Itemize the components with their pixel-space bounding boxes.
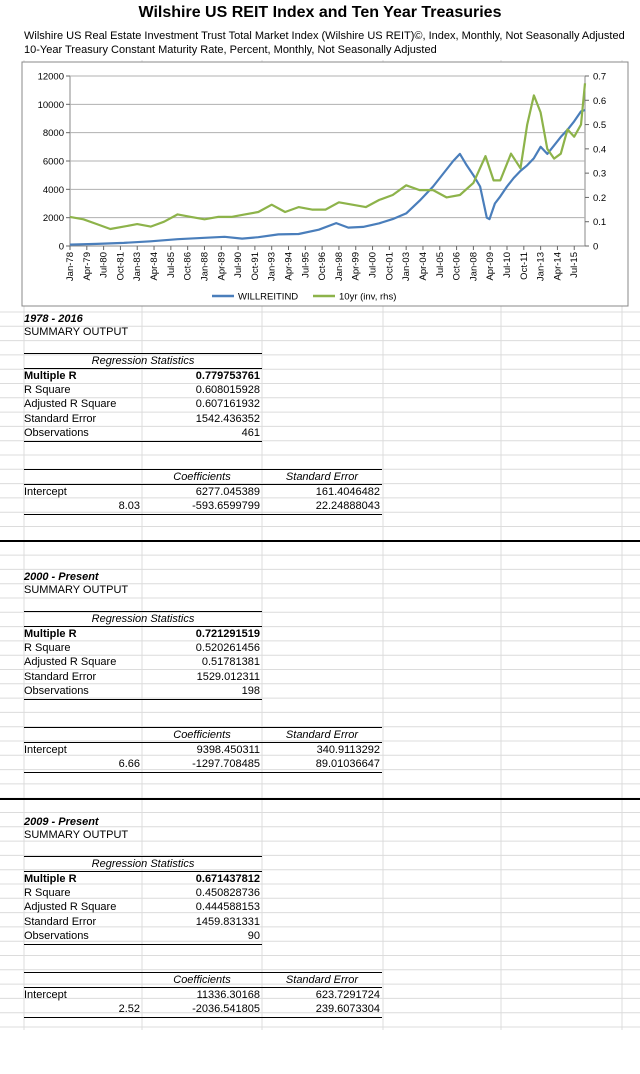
x-tick-label: Apr-09 [485, 252, 497, 281]
stat-label: Adjusted R Square [24, 398, 117, 411]
coefficients-header: Coefficients [173, 471, 231, 483]
standard-error-value: 161.4046482 [315, 486, 380, 498]
coef-row-label: 8.03 [118, 500, 140, 513]
regression-section [0, 815, 640, 1074]
y-left-tick-label: 12000 [37, 71, 64, 83]
x-tick-label: Apr-79 [81, 252, 93, 281]
x-tick-label: Jul-10 [502, 252, 514, 278]
x-tick-label: Jul-05 [434, 252, 446, 278]
standard-error-value: 239.6073304 [315, 1003, 380, 1016]
stat-label: Observations [24, 684, 89, 697]
standard-error-header: Standard Error [285, 729, 359, 741]
stat-value: 0.444588153 [195, 901, 260, 914]
regression-stats-header: Regression Statistics [91, 858, 195, 870]
x-tick-label: Apr-99 [350, 252, 362, 281]
x-tick-label: Jan-03 [401, 252, 413, 282]
coef-value: -593.6599799 [192, 500, 260, 513]
x-tick-label: Jul-95 [300, 252, 312, 278]
table-rule [24, 772, 382, 773]
table-rule [24, 441, 262, 442]
subtitle-treasury: 10-Year Treasury Constant Maturity Rate, Percent, Monthly, Not Seasonally Adjusted [24, 44, 437, 56]
coef-value: 6277.045389 [195, 486, 260, 498]
y-left-tick-label: 6000 [42, 156, 64, 168]
x-tick-label: Jul-85 [165, 252, 177, 278]
y-left-tick-label: 0 [58, 241, 64, 253]
stat-value: 0.671437812 [195, 873, 260, 885]
coef-value: -1297.708485 [192, 758, 260, 771]
x-tick-label: Oct-96 [317, 252, 329, 281]
x-tick-label: Jan-78 [65, 252, 76, 282]
stat-label: Observations [24, 929, 89, 942]
y-right-tick-label: 0.5 [593, 120, 607, 132]
reit-treasury-chart [0, 0, 640, 310]
section-divider [0, 798, 640, 800]
stat-value: 0.779753761 [195, 370, 260, 382]
x-tick-label: Oct-01 [384, 252, 396, 281]
table-rule [24, 1017, 382, 1018]
standard-error-header: Standard Error [285, 974, 359, 986]
stat-label: Adjusted R Square [24, 901, 117, 914]
coef-row-label: 2.52 [118, 1003, 140, 1016]
stat-value: 0.608015928 [195, 384, 260, 397]
x-tick-label: Jul-80 [98, 252, 110, 278]
x-tick-label: Jul-15 [569, 252, 581, 278]
x-tick-label: Apr-14 [552, 252, 564, 281]
section-divider [0, 540, 640, 542]
table-rule [24, 944, 262, 945]
stat-label: Standard Error [24, 915, 97, 928]
y-right-tick-label: 0.6 [593, 95, 607, 107]
stat-value: 1542.436352 [195, 412, 260, 425]
y-left-tick-label: 4000 [42, 184, 64, 196]
regression-stats-header: Regression Statistics [91, 613, 195, 625]
x-tick-label: Jan-88 [199, 252, 211, 282]
regression-stats-header: Regression Statistics [91, 355, 195, 367]
period-label: 2009 - Present [24, 816, 99, 828]
coef-value: -2036.541805 [192, 1003, 260, 1016]
coef-row-label: Intercept [24, 989, 67, 1001]
stat-label: R Square [24, 642, 71, 655]
stat-label: Standard Error [24, 670, 97, 683]
stat-label: Observations [24, 426, 89, 439]
stat-label: Adjusted R Square [24, 656, 117, 669]
legend-label: WILLREITIND [238, 291, 299, 303]
stat-value: 0.450828736 [195, 887, 260, 900]
stat-label: R Square [24, 384, 71, 397]
stat-label: Standard Error [24, 412, 97, 425]
summary-output-label: SUMMARY OUTPUT [24, 326, 129, 338]
stat-label: Multiple R [24, 873, 77, 885]
standard-error-header: Standard Error [285, 471, 359, 483]
x-tick-label: Oct-81 [115, 252, 127, 281]
coefficients-header: Coefficients [173, 974, 231, 986]
x-tick-label: Oct-06 [451, 252, 463, 281]
coef-value: 9398.450311 [196, 744, 260, 756]
y-right-tick-label: 0.2 [593, 192, 607, 204]
chart-title: Wilshire US REIT Index and Ten Year Treasuries [138, 4, 502, 21]
coefficients-header: Coefficients [173, 729, 231, 741]
regression-section [0, 570, 640, 829]
x-tick-label: Jul-90 [233, 252, 245, 278]
stat-value: 0.51781381 [201, 656, 260, 669]
period-label: 2000 - Present [24, 571, 99, 583]
x-tick-label: Apr-89 [216, 252, 228, 281]
x-tick-label: Jan-98 [333, 252, 345, 282]
y-left-tick-label: 2000 [42, 213, 64, 225]
x-tick-label: Jan-93 [266, 252, 278, 282]
y-right-tick-label: 0.3 [593, 168, 607, 180]
stat-value: 1459.831331 [195, 915, 260, 928]
table-rule [24, 699, 262, 700]
coef-value: 11336.30168 [196, 989, 260, 1001]
stat-value: 1529.012311 [196, 670, 260, 683]
table-rule [24, 514, 382, 515]
stat-label: Multiple R [24, 628, 77, 640]
y-right-tick-label: 0.1 [593, 217, 607, 229]
x-tick-label: Jan-83 [132, 252, 144, 282]
stat-value: 90 [247, 929, 260, 942]
regression-section [0, 312, 640, 571]
y-left-tick-label: 10000 [37, 99, 64, 111]
subtitle-reit: Wilshire US Real Estate Investment Trust Total Market Index (Wilshire US REIT)©, Index, Monthly, Not Seasonally Adjusted [24, 30, 625, 42]
x-tick-label: Jan-13 [535, 252, 547, 282]
stat-value: 0.721291519 [195, 628, 260, 640]
standard-error-value: 340.9113292 [316, 744, 380, 756]
x-tick-label: Apr-04 [417, 252, 429, 281]
y-left-tick-label: 8000 [42, 128, 64, 140]
x-tick-label: Apr-84 [149, 252, 161, 281]
standard-error-value: 22.24888043 [315, 500, 380, 513]
standard-error-value: 623.7291724 [315, 989, 380, 1001]
stat-value: 198 [241, 684, 260, 697]
y-right-tick-label: 0.7 [593, 71, 607, 83]
summary-output-label: SUMMARY OUTPUT [24, 584, 129, 596]
coef-row-label: 6.66 [118, 758, 140, 771]
y-right-tick-label: 0 [593, 241, 599, 253]
x-tick-label: Apr-94 [283, 252, 295, 281]
x-tick-label: Jan-08 [468, 252, 480, 282]
x-tick-label: Oct-91 [249, 252, 261, 281]
x-tick-label: Oct-11 [518, 252, 530, 280]
stat-label: R Square [24, 887, 71, 900]
coef-row-label: Intercept [24, 744, 67, 756]
coef-row-label: Intercept [24, 486, 67, 498]
period-label: 1978 - 2016 [24, 313, 83, 325]
stat-value: 0.607161932 [195, 398, 260, 411]
standard-error-value: 89.01036647 [315, 758, 380, 771]
x-tick-label: Jul-00 [367, 252, 379, 278]
y-right-tick-label: 0.4 [593, 144, 607, 156]
x-tick-label: Oct-86 [182, 252, 194, 281]
stat-label: Multiple R [24, 370, 77, 382]
legend-label: 10yr (inv, rhs) [339, 291, 397, 303]
stat-value: 0.520261456 [195, 642, 260, 655]
stat-value: 461 [241, 426, 260, 439]
summary-output-label: SUMMARY OUTPUT [24, 829, 129, 841]
